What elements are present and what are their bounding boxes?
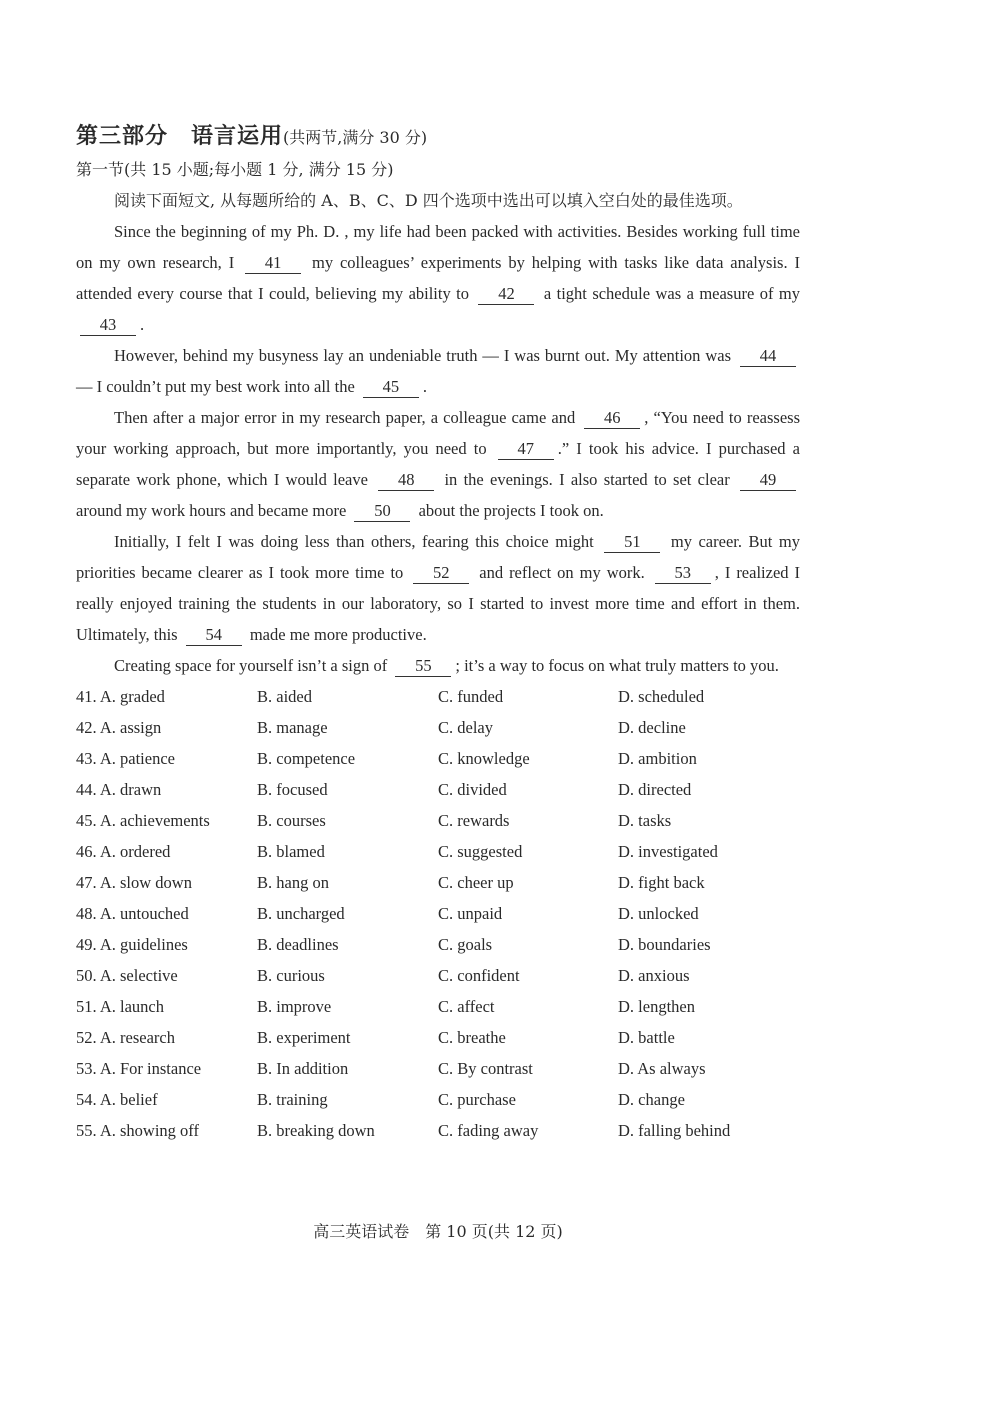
- option-a[interactable]: [76, 805, 257, 836]
- option-d[interactable]: D. investigated: [618, 842, 718, 861]
- passage-text: Then after a major error in my research paper, a colleague came and: [114, 408, 581, 427]
- question-number: 54.: [76, 1090, 97, 1109]
- option-c[interactable]: C. purchase: [438, 1090, 516, 1109]
- question-row-52: [76, 1022, 800, 1053]
- option-text: A. patience: [99, 749, 175, 768]
- option-c[interactable]: C. unpaid: [438, 904, 503, 923]
- option-a[interactable]: [76, 898, 257, 929]
- option-text: A. untouched: [99, 904, 189, 923]
- option-b[interactable]: B. hang on: [257, 873, 329, 892]
- question-number: 50.: [76, 966, 97, 985]
- blank-52[interactable]: 52: [413, 563, 469, 584]
- question-row-45: [76, 805, 800, 836]
- question-number: 53.: [76, 1059, 97, 1078]
- option-c[interactable]: C. confident: [438, 966, 520, 985]
- option-a[interactable]: [76, 712, 257, 743]
- question-row-41: [76, 681, 800, 712]
- question-row-42: [76, 712, 800, 743]
- section-heading: 第一节(共 15 小题;每小题 1 分, 满分 15 分): [76, 160, 394, 179]
- question-number: 51.: [76, 997, 97, 1016]
- option-b[interactable]: B. experiment: [257, 1028, 351, 1047]
- option-a[interactable]: [76, 929, 257, 960]
- question-row-44: [76, 774, 800, 805]
- option-b[interactable]: B. curious: [257, 966, 325, 985]
- question-number: 42.: [76, 718, 97, 737]
- passage-text: .: [422, 377, 428, 396]
- blank-41[interactable]: 41: [245, 253, 301, 274]
- question-row-50: [76, 960, 800, 991]
- question-row-49: [76, 929, 800, 960]
- blank-46[interactable]: 46: [584, 408, 640, 429]
- option-text: A. For instance: [99, 1059, 202, 1078]
- question-number: 49.: [76, 935, 97, 954]
- option-a[interactable]: [76, 1084, 257, 1115]
- option-a[interactable]: [76, 743, 257, 774]
- question-row-55: [76, 1115, 800, 1146]
- option-d[interactable]: D. lengthen: [618, 997, 695, 1016]
- blank-53[interactable]: 53: [655, 563, 711, 584]
- options-list: [76, 681, 800, 1146]
- passage-text: However, behind my busyness lay an undeniable truth — I was burnt out. My attention was: [114, 346, 736, 365]
- question-row-46: [76, 836, 800, 867]
- blank-50[interactable]: 50: [354, 501, 410, 522]
- option-d[interactable]: D. scheduled: [618, 687, 705, 706]
- option-text: A. ordered: [99, 842, 171, 861]
- passage-paragraph: [76, 340, 800, 402]
- option-d[interactable]: D. boundaries: [618, 935, 711, 954]
- part-title: [76, 118, 800, 154]
- passage-text: Creating space for yourself isn’t a sign of: [114, 656, 392, 675]
- question-number: 47.: [76, 873, 97, 892]
- option-b[interactable]: B. uncharged: [257, 904, 345, 923]
- page-footer: 高三英语试卷 第 10 页(共 12 页): [313, 1222, 563, 1241]
- option-a[interactable]: [76, 836, 257, 867]
- option-c[interactable]: C. delay: [438, 718, 493, 737]
- option-a[interactable]: [76, 867, 257, 898]
- exam-page: [76, 118, 800, 1146]
- passage-text: ; it’s a way to focus on what truly matters to you.: [455, 656, 779, 675]
- passage-text: .: [140, 315, 145, 334]
- option-b[interactable]: B. In addition: [257, 1059, 349, 1078]
- option-text: A. achievements: [99, 811, 210, 830]
- cloze-passage: [76, 216, 800, 681]
- passage-text: , I realized I really enjoyed training the students in our laboratory, so I started to invest more time and effort in them. Ultimately, this: [76, 563, 800, 644]
- blank-43[interactable]: 43: [80, 315, 136, 336]
- option-a[interactable]: [76, 960, 257, 991]
- option-c[interactable]: C. cheer up: [438, 873, 514, 892]
- option-a[interactable]: [76, 1022, 257, 1053]
- part-note: (共两节,满分 30 分): [283, 128, 428, 147]
- passage-text: in the evenings. I also started to set clear: [438, 470, 736, 489]
- option-c[interactable]: C. By contrast: [438, 1059, 533, 1078]
- option-d[interactable]: D. anxious: [618, 966, 690, 985]
- question-row-48: [76, 898, 800, 929]
- passage-text: — I couldn’t put my best work into all the: [76, 377, 359, 396]
- passage-text: .” I took his advice. I purchased a separate work phone, which I would leave: [76, 439, 801, 489]
- option-d[interactable]: D. decline: [618, 718, 686, 737]
- option-text: A. assign: [99, 718, 162, 737]
- question-row-47: [76, 867, 800, 898]
- blank-51[interactable]: 51: [604, 532, 660, 553]
- option-a[interactable]: [76, 774, 257, 805]
- question-number: 43.: [76, 749, 97, 768]
- blank-44[interactable]: 44: [740, 346, 796, 367]
- option-d[interactable]: D. directed: [618, 780, 692, 799]
- option-a[interactable]: [76, 681, 257, 712]
- passage-paragraph: [76, 216, 800, 340]
- option-c[interactable]: C. affect: [438, 997, 495, 1016]
- passage-text: Since the beginning of my Ph. D. , my life had been packed with activities. Besides working full time on my own research, I: [76, 222, 800, 272]
- option-c[interactable]: C. fading away: [438, 1121, 539, 1140]
- question-number: 52.: [76, 1028, 97, 1047]
- option-d[interactable]: D. tasks: [618, 811, 672, 830]
- blank-42[interactable]: 42: [478, 284, 534, 305]
- blank-45[interactable]: 45: [363, 377, 419, 398]
- option-a[interactable]: [76, 1053, 257, 1084]
- blank-47[interactable]: 47: [498, 439, 554, 460]
- option-d[interactable]: D. change: [618, 1090, 685, 1109]
- question-number: 48.: [76, 904, 97, 923]
- passage-text: made me more productive.: [245, 625, 427, 644]
- question-number: 55.: [76, 1121, 97, 1140]
- passage-text: around my work hours and became more: [76, 501, 351, 520]
- question-row-53: [76, 1053, 800, 1084]
- passage-text: my colleagues’ experiments by helping with tasks like data analysis. I attended every course that I could, believing my ability to: [76, 253, 800, 303]
- option-b[interactable]: B. improve: [257, 997, 332, 1016]
- passage-text: about the projects I took on.: [414, 501, 604, 520]
- question-row-43: [76, 743, 800, 774]
- option-b[interactable]: B. deadlines: [257, 935, 339, 954]
- question-number: 44.: [76, 780, 97, 799]
- passage-paragraph: [76, 526, 800, 650]
- option-c[interactable]: C. funded: [438, 687, 504, 706]
- blank-48[interactable]: 48: [378, 470, 434, 491]
- option-text: A. belief: [99, 1090, 158, 1109]
- option-text: A. research: [99, 1028, 175, 1047]
- option-b[interactable]: B. training: [257, 1090, 328, 1109]
- option-a[interactable]: [76, 1115, 257, 1146]
- option-a[interactable]: [76, 991, 257, 1022]
- option-text: A. launch: [99, 997, 164, 1016]
- option-d[interactable]: D. As always: [618, 1059, 706, 1078]
- blank-49[interactable]: 49: [740, 470, 796, 491]
- option-text: A. graded: [99, 687, 165, 706]
- blank-54[interactable]: 54: [186, 625, 242, 646]
- instruction-text: 阅读下面短文, 从每题所给的 A、B、C、D 四个选项中选出可以填入空白处的最佳选项。: [114, 191, 743, 210]
- passage-paragraph: [76, 650, 800, 681]
- option-c[interactable]: C. knowledge: [438, 749, 530, 768]
- passage-paragraph: [76, 402, 800, 526]
- option-d[interactable]: D. unlocked: [618, 904, 699, 923]
- option-c[interactable]: C. suggested: [438, 842, 523, 861]
- part-heading: 第三部分 语言运用: [76, 123, 284, 149]
- option-d[interactable]: D. falling behind: [618, 1121, 731, 1140]
- question-row-51: [76, 991, 800, 1022]
- option-c[interactable]: C. goals: [438, 935, 493, 954]
- option-c[interactable]: C. rewards: [438, 811, 510, 830]
- option-c[interactable]: C. breathe: [438, 1028, 506, 1047]
- option-b[interactable]: B. courses: [257, 811, 326, 830]
- question-row-54: [76, 1084, 800, 1115]
- option-c[interactable]: C. divided: [438, 780, 507, 799]
- passage-text: , “You need to reassess your working approach, but more importantly, you need to: [76, 408, 800, 458]
- option-d[interactable]: D. ambition: [618, 749, 697, 768]
- passage-text: a tight schedule was a measure of my: [538, 284, 800, 303]
- option-d[interactable]: D. battle: [618, 1028, 675, 1047]
- option-b[interactable]: B. focused: [257, 780, 328, 799]
- option-text: A. drawn: [99, 780, 162, 799]
- option-b[interactable]: B. competence: [257, 749, 356, 768]
- option-text: A. slow down: [99, 873, 192, 892]
- passage-text: Initially, I felt I was doing less than others, fearing this choice might: [114, 532, 601, 551]
- option-b[interactable]: B. blamed: [257, 842, 325, 861]
- option-text: A. showing off: [99, 1121, 199, 1140]
- option-b[interactable]: B. breaking down: [257, 1121, 375, 1140]
- blank-55[interactable]: 55: [395, 656, 451, 677]
- option-text: A. guidelines: [99, 935, 188, 954]
- passage-text: my career. But my priorities became clearer as I took more time to: [76, 532, 800, 582]
- passage-text: and reflect on my work.: [473, 563, 651, 582]
- option-text: A. selective: [99, 966, 178, 985]
- option-d[interactable]: D. fight back: [618, 873, 705, 892]
- question-number: 41.: [76, 687, 97, 706]
- question-number: 46.: [76, 842, 97, 861]
- question-number: 45.: [76, 811, 97, 830]
- option-b[interactable]: B. manage: [257, 718, 328, 737]
- option-b[interactable]: B. aided: [257, 687, 312, 706]
